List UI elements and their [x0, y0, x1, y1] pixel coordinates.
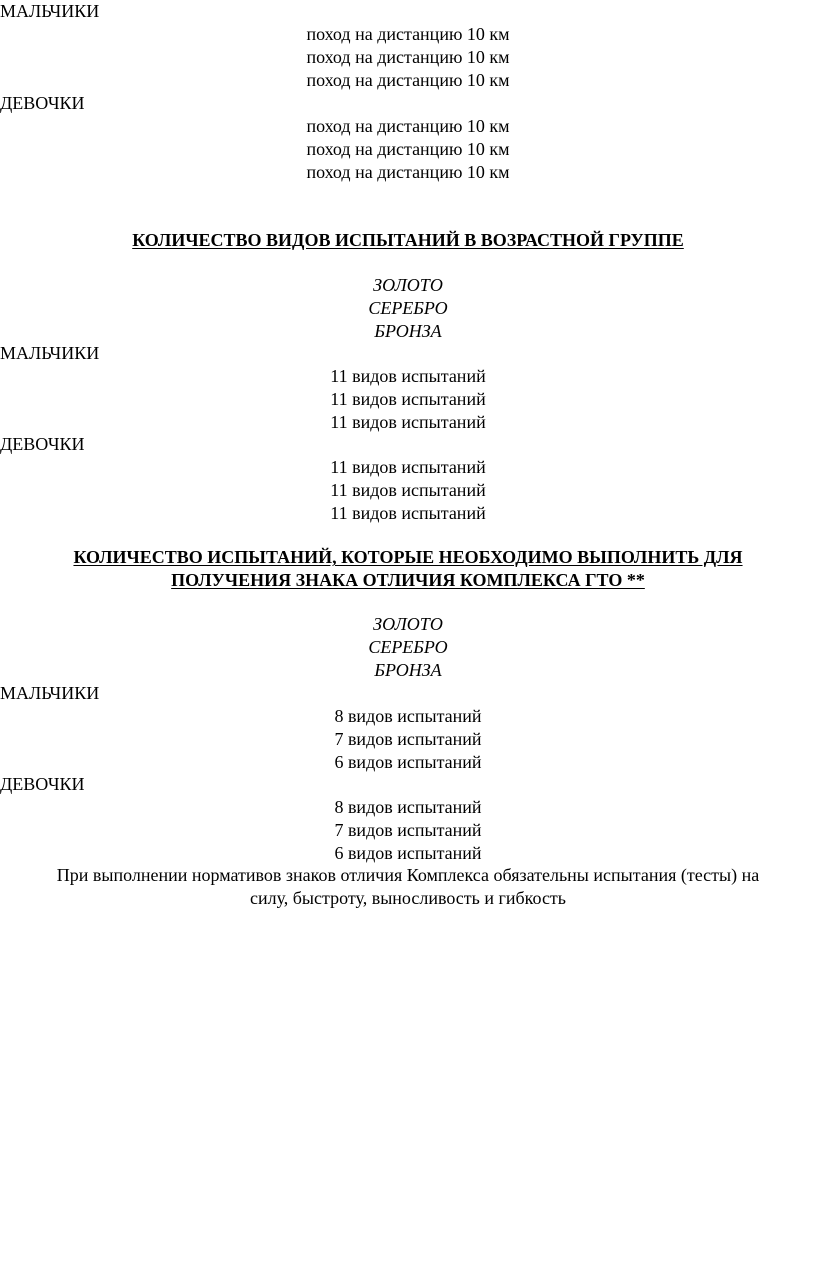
- hike-boys-row: поход на дистанцию 10 км: [306, 47, 510, 67]
- types-boys-row: 11 видов испытаний: [330, 389, 486, 409]
- hike-girls-row: поход на дистанцию 10 км: [306, 116, 510, 136]
- footnote-line2: силу, быстроту, выносливость и гибкость: [249, 888, 567, 908]
- medal-bronze: БРОНЗА: [374, 660, 442, 680]
- types-girls-row: 11 видов испытаний: [330, 503, 486, 523]
- boys-label: МАЛЬЧИКИ: [0, 683, 100, 703]
- required-girls-row: 6 видов испытаний: [334, 843, 482, 863]
- medal-gold: ЗОЛОТО: [373, 275, 443, 295]
- required-heading-line2: ПОЛУЧЕНИЯ ЗНАКА ОТЛИЧИЯ КОМПЛЕКСА ГТО **: [171, 570, 645, 590]
- types-boys-row: 11 видов испытаний: [330, 366, 486, 386]
- types-girls-row: 11 видов испытаний: [330, 457, 486, 477]
- required-boys-row: 7 видов испытаний: [334, 729, 482, 749]
- medal-silver: СЕРЕБРО: [368, 298, 448, 318]
- medal-bronze: БРОНЗА: [374, 321, 442, 341]
- required-boys-row: 6 видов испытаний: [334, 752, 482, 772]
- hike-girls-row: поход на дистанцию 10 км: [306, 162, 510, 182]
- footnote-line1: При выполнении нормативов знаков отличия Комплекса обязательны испытания (тесты) на: [56, 865, 760, 885]
- types-boys-row: 11 видов испытаний: [330, 412, 486, 432]
- types-girls-row: 11 видов испытаний: [330, 480, 486, 500]
- medal-silver: СЕРЕБРО: [368, 637, 448, 657]
- required-girls-row: 8 видов испытаний: [334, 797, 482, 817]
- boys-label: МАЛЬЧИКИ: [0, 1, 100, 21]
- girls-label: ДЕВОЧКИ: [0, 434, 85, 454]
- required-heading-line1: КОЛИЧЕСТВО ИСПЫТАНИЙ, КОТОРЫЕ НЕОБХОДИМО ВЫПОЛНИТЬ ДЛЯ: [73, 547, 743, 567]
- hike-boys-row: поход на дистанцию 10 км: [306, 24, 510, 44]
- girls-label: ДЕВОЧКИ: [0, 93, 85, 113]
- required-girls-row: 7 видов испытаний: [334, 820, 482, 840]
- hike-boys-row: поход на дистанцию 10 км: [306, 70, 510, 90]
- medal-gold: ЗОЛОТО: [373, 614, 443, 634]
- required-boys-row: 8 видов испытаний: [334, 706, 482, 726]
- types-heading: КОЛИЧЕСТВО ВИДОВ ИСПЫТАНИЙ В ВОЗРАСТНОЙ ГРУППЕ: [132, 230, 684, 250]
- girls-label: ДЕВОЧКИ: [0, 774, 85, 794]
- boys-label: МАЛЬЧИКИ: [0, 343, 100, 363]
- hike-girls-row: поход на дистанцию 10 км: [306, 139, 510, 159]
